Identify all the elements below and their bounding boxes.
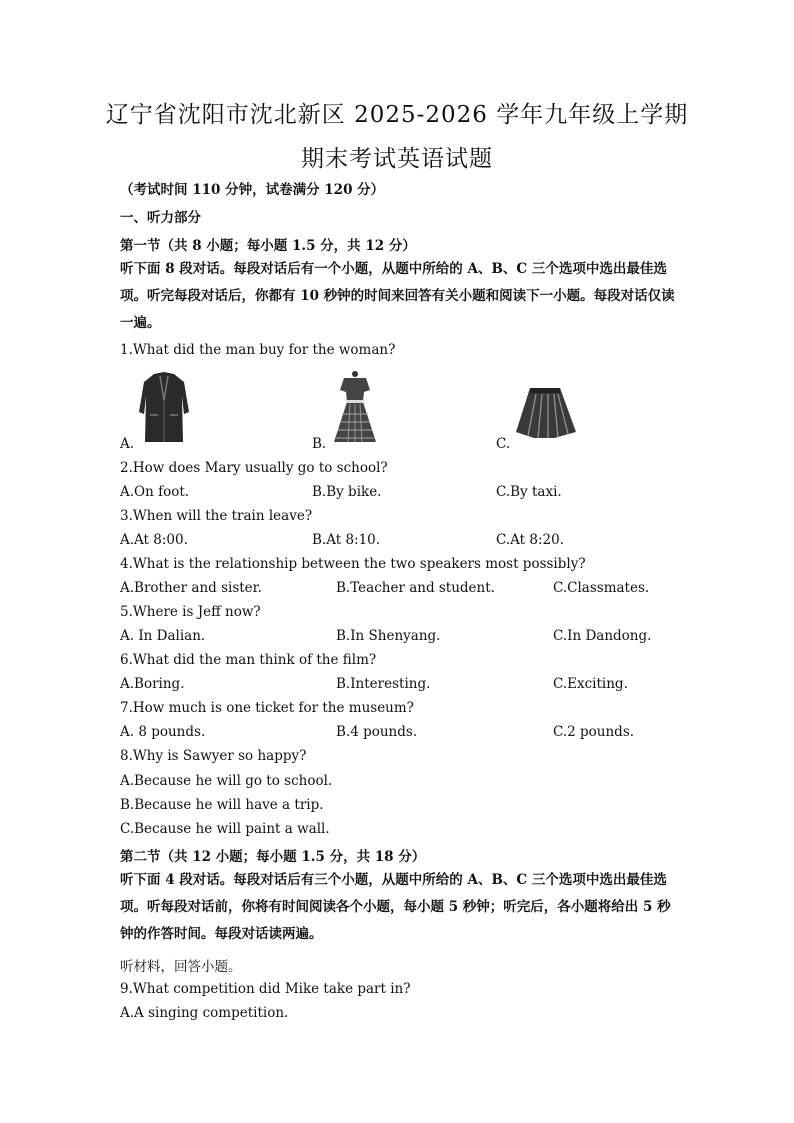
q6-question: 6.What did the man think of the film? bbox=[120, 652, 377, 668]
coat-icon bbox=[136, 370, 192, 446]
q9-question: 9.What competition did Mike take part in? bbox=[120, 981, 411, 997]
section2-heading: 第二节（共 12 小题；每小题 1.5 分，共 18 分） bbox=[120, 849, 426, 865]
q3-option-a: A.At 8:00. bbox=[120, 532, 188, 548]
q1-question: 1.What did the man buy for the woman? bbox=[120, 342, 396, 358]
q6-option-a: A.Boring. bbox=[120, 676, 185, 692]
q7-option-c: C.2 pounds. bbox=[553, 724, 635, 740]
section1-heading: 第一节（共 8 小题；每小题 1.5 分，共 12 分） bbox=[120, 238, 416, 254]
q5-option-a: A. In Dalian. bbox=[120, 628, 206, 644]
q3-option-b: B.At 8:10. bbox=[312, 532, 381, 548]
q3-option-c: C.At 8:20. bbox=[496, 532, 564, 548]
q4-option-a: A.Brother and sister. bbox=[120, 580, 262, 596]
q9-option-a: A.A singing competition. bbox=[120, 1005, 289, 1021]
q8-question: 8.Why is Sawyer so happy? bbox=[120, 748, 307, 764]
q5-option-c: C.In Dandong. bbox=[553, 628, 652, 644]
q7-option-a: A. 8 pounds. bbox=[120, 724, 206, 740]
q8-option-a: A.Because he will go to school. bbox=[120, 773, 333, 789]
part-heading: 一、听力部分 bbox=[120, 210, 201, 226]
material-prompt: 听材料，回答小题。 bbox=[120, 959, 242, 975]
q6-option-c: C.Exciting. bbox=[553, 676, 628, 692]
q5-option-b: B.In Shenyang. bbox=[336, 628, 441, 644]
q2-option-b: B.By bike. bbox=[312, 484, 382, 500]
q4-question: 4.What is the relationship between the two speakers most possibly? bbox=[120, 556, 586, 572]
q4-option-c: C.Classmates. bbox=[553, 580, 650, 596]
q1-option-b-label: B. bbox=[312, 436, 327, 452]
q1-option-c-label: C. bbox=[496, 436, 511, 452]
dress-icon bbox=[330, 370, 380, 444]
q2-option-c: C.By taxi. bbox=[496, 484, 562, 500]
q7-option-b: B.4 pounds. bbox=[336, 724, 418, 740]
q2-question: 2.How does Mary usually go to school? bbox=[120, 460, 388, 476]
page-title-line1: 辽宁省沈阳市沈北新区 2025-2026 学年九年级上学期 bbox=[105, 102, 689, 128]
q1-option-a-label: A. bbox=[120, 436, 135, 452]
exam-info: （考试时间 110 分钟，试卷满分 120 分） bbox=[120, 182, 385, 198]
q7-question: 7.How much is one ticket for the museum? bbox=[120, 700, 414, 716]
q8-option-c: C.Because he will paint a wall. bbox=[120, 821, 330, 837]
q5-question: 5.Where is Jeff now? bbox=[120, 604, 261, 620]
page-title-line2: 期末考试英语试题 bbox=[301, 146, 493, 172]
q2-option-a: A.On foot. bbox=[120, 484, 190, 500]
skirt-icon bbox=[514, 384, 578, 440]
q4-option-b: B.Teacher and student. bbox=[336, 580, 495, 596]
q6-option-b: B.Interesting. bbox=[336, 676, 431, 692]
q8-option-b: B.Because he will have a trip. bbox=[120, 797, 324, 813]
section2-instructions: 听下面 4 段对话。每段对话后有三个小题，从题中所给的 A、B、C 三个选项中选出最佳选项。听每段对话前，你将有时间阅读各个小题，每小题 5 秒钟；听完后，各小题将给出 5 秒钟的作答时间。每段对话读两遍。 bbox=[120, 872, 671, 942]
section1-instructions: 听下面 8 段对话。每段对话后有一个小题，从题中所给的 A、B、C 三个选项中选出最佳选项。听完每段对话后，你都有 10 秒钟的时间来回答有关小题和阅读下一小题。每段对话仅读一遍。 bbox=[120, 261, 675, 331]
q3-question: 3.When will the train leave? bbox=[120, 508, 313, 524]
